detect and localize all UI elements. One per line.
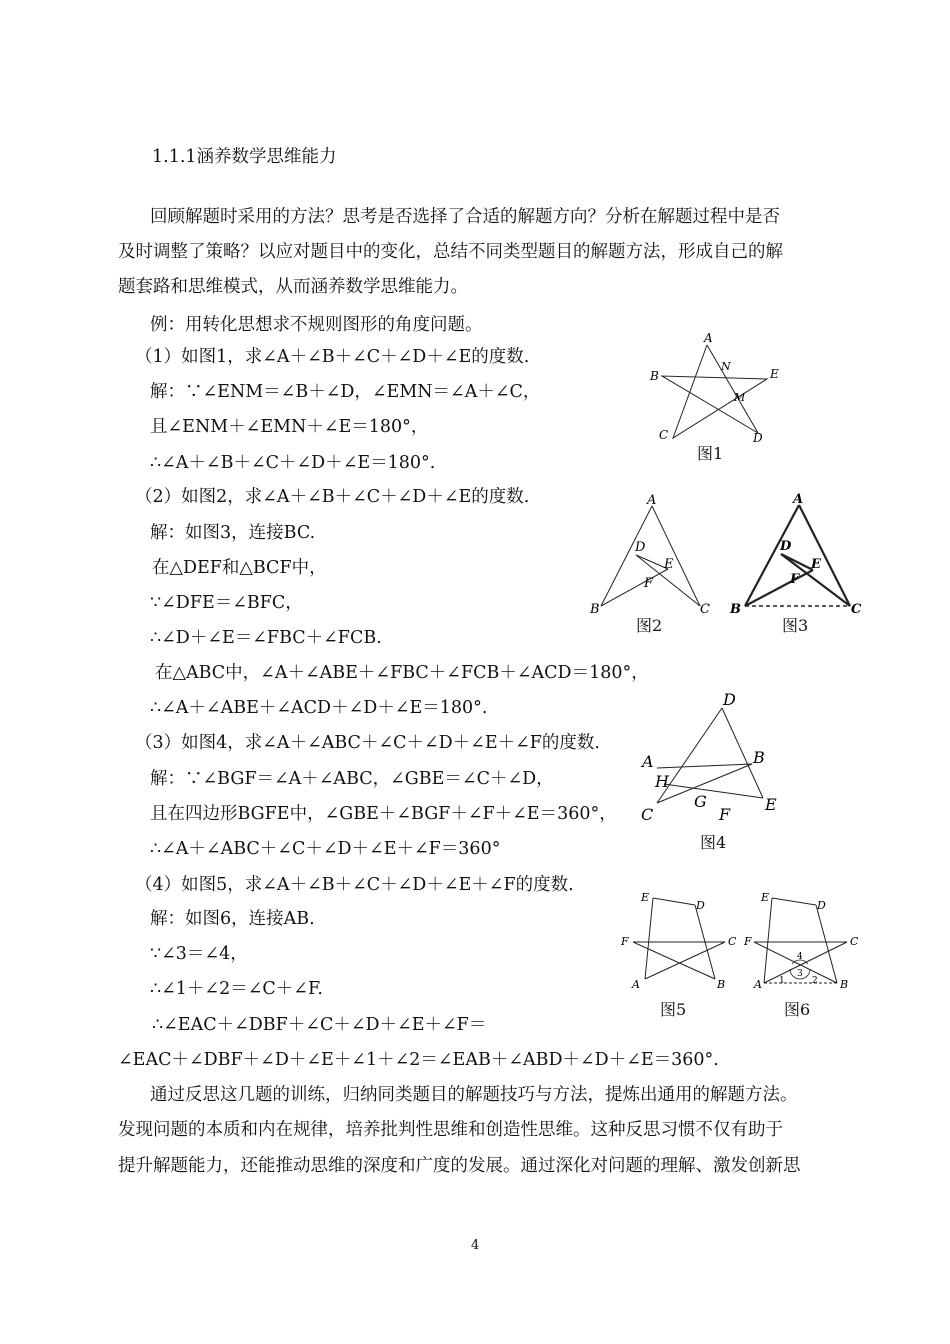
figure-2-caption: 图2 — [636, 616, 663, 635]
fig3-label-D: D — [780, 539, 792, 554]
fig1-label-A: A — [704, 331, 713, 345]
fig1-label-D: D — [753, 431, 763, 442]
problem1-question: （1）如图1，求∠A＋∠B＋∠C＋∠D＋∠E的度数. — [135, 347, 530, 367]
fig2-label-A: A — [647, 493, 657, 508]
page-number: 4 — [471, 1238, 480, 1253]
fig1-label-E: E — [770, 367, 779, 381]
figure-5 — [620, 884, 750, 994]
fig6-label-C: C — [850, 935, 859, 948]
figure-1-caption: 图1 — [697, 444, 724, 463]
problem4-step3: ∴∠1＋∠2＝∠C＋∠F. — [150, 979, 323, 999]
problem4-step2: ∵∠3＝∠4， — [150, 944, 248, 964]
problem3-question: （3）如图4，求∠A＋∠ABC＋∠C＋∠D＋∠E＋∠F的度数. — [135, 733, 600, 753]
intro-line-2: 及时调整了策略？以应对题目中的变化，总结不同类型题目的解题方法，形成自己的解 — [118, 242, 783, 262]
fig5-label-F: F — [621, 935, 629, 948]
example-title: 例：用转化思想求不规则图形的角度问题。 — [150, 315, 483, 335]
fig6-label-2: 2 — [812, 976, 818, 986]
problem1-step2: 且∠ENM＋∠EMN＋∠E＝180°， — [150, 417, 429, 437]
fig2-label-C: C — [700, 602, 710, 615]
problem2-step4: ∴∠D＋∠E＝∠FBC＋∠FCB. — [150, 628, 382, 648]
fig4-label-E: E — [765, 795, 777, 814]
problem4-step4: ∴∠EAC＋∠DBF＋∠C＋∠D＋∠E＋∠F＝ — [152, 1015, 487, 1035]
fig3-label-E: E — [811, 557, 821, 572]
problem4-question: （4）如图5，求∠A＋∠B＋∠C＋∠D＋∠E＋∠F的度数. — [135, 875, 574, 895]
fig6-label-E: E — [761, 891, 770, 904]
problem2-step6: ∴∠A＋∠ABE＋∠ACD＋∠D＋∠E＝180°. — [150, 698, 488, 718]
fig1-label-M: M — [734, 391, 746, 404]
fig4-label-D: D — [723, 690, 736, 709]
fig2-label-E: E — [664, 557, 674, 572]
figure-6-caption: 图6 — [784, 1000, 811, 1019]
fig4-label-F: F — [719, 805, 731, 823]
intro-line-1: 回顾解题时采用的方法？思考是否选择了合适的解题方向？分析在解题过程中是否 — [150, 207, 780, 227]
problem2-step5: 在△ABC中，∠A＋∠ABE＋∠FBC＋∠FCB＋∠ACD＝180°， — [155, 663, 649, 683]
problem2-step3: ∵∠DFE＝∠BFC， — [150, 593, 303, 613]
figure-3 — [727, 490, 867, 615]
problem2-question: （2）如图2，求∠A＋∠B＋∠C＋∠D＋∠E的度数. — [135, 487, 530, 507]
fig2-label-B: B — [590, 602, 600, 615]
fig6-label-A: A — [754, 978, 762, 991]
problem3-step1: 解：∵∠BGF＝∠A＋∠ABC，∠GBE＝∠C＋∠D， — [150, 769, 554, 789]
problem3-step2: 且在四边形BGFE中，∠GBE＋∠BGF＋∠F＋∠E＝360°， — [150, 804, 617, 824]
fig5-label-D: D — [696, 899, 705, 912]
fig5-label-E: E — [641, 891, 650, 904]
fig3-label-A: A — [793, 492, 804, 507]
figure-2 — [586, 490, 716, 615]
fig2-label-D: D — [635, 540, 646, 555]
fig3-label-C: C — [851, 602, 862, 615]
fig4-label-A: A — [642, 752, 654, 771]
figure-6 — [744, 884, 874, 994]
fig2-label-F: F — [644, 576, 654, 591]
intro-line-3: 题套路和思维模式，从而涵养数学思维能力。 — [118, 277, 468, 297]
fig3-label-F: F — [790, 572, 800, 587]
fig4-label-B: B — [753, 748, 765, 767]
conclusion-line-2: 发现问题的本质和内在规律，培养批判性思维和创造性思维。这种反思习惯不仅有助于 — [118, 1120, 783, 1140]
fig6-label-B: B — [840, 978, 849, 991]
fig3-label-B: B — [730, 602, 741, 615]
problem2-step2: 在△DEF和△BCF中， — [152, 558, 327, 578]
section-title: 1.1.1涵养数学思维能力 — [152, 147, 337, 167]
fig1-label-B: B — [650, 369, 659, 383]
fig4-label-H: H — [655, 772, 669, 791]
problem4-step5: ∠EAC＋∠DBF＋∠D＋∠E＋∠1＋∠2＝∠EAB＋∠ABD＋∠D＋∠E＝360°. — [118, 1050, 719, 1070]
fig1-label-C: C — [659, 428, 669, 442]
figure-4 — [637, 688, 787, 823]
fig1-label-N: N — [721, 360, 731, 373]
figure-5-caption: 图5 — [660, 1000, 687, 1019]
figure-3-caption: 图3 — [782, 616, 809, 635]
fig6-label-D: D — [817, 899, 826, 912]
conclusion-line-1: 通过反思这几题的训练，归纳同类题目的解题技巧与方法，提炼出通用的解题方法。 — [150, 1085, 798, 1105]
fig6-label-F: F — [744, 935, 752, 948]
fig5-label-C: C — [728, 935, 737, 948]
fig4-label-G: G — [694, 792, 707, 811]
fig6-label-1: 1 — [779, 976, 785, 986]
figure-4-caption: 图4 — [700, 833, 727, 852]
fig6-label-3: 3 — [797, 969, 803, 979]
problem4-step1: 解：如图6，连接AB. — [150, 909, 315, 929]
fig6-label-4: 4 — [797, 952, 803, 962]
problem2-step1: 解：如图3，连接BC. — [150, 523, 316, 543]
fig5-label-B: B — [717, 978, 726, 991]
problem1-step1: 解：∵∠ENM＝∠B＋∠D，∠EMN＝∠A＋∠C， — [150, 382, 541, 402]
problem1-step3: ∴∠A＋∠B＋∠C＋∠D＋∠E＝180°. — [150, 453, 436, 473]
fig5-label-A: A — [632, 978, 640, 991]
fig4-label-C: C — [641, 805, 654, 823]
problem3-step3: ∴∠A＋∠ABC＋∠C＋∠D＋∠E＋∠F＝360° — [150, 839, 501, 859]
figure-1-star — [643, 330, 793, 442]
conclusion-line-3: 提升解题能力，还能推动思维的深度和广度的发展。通过深化对问题的理解、激发创新思 — [118, 1156, 801, 1176]
